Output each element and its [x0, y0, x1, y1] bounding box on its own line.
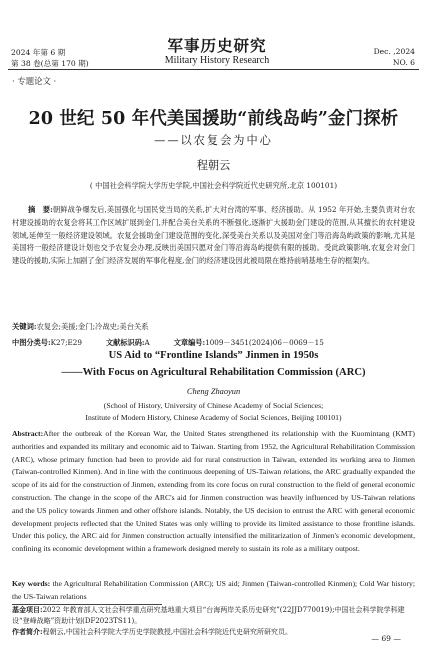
classification-meta: [12, 337, 415, 350]
clc-value: K27;E29: [50, 338, 82, 347]
journal-logo-cn: 军事历史研究: [167, 36, 267, 55]
article-subtitle-cn: ——以农复会为中心: [154, 134, 273, 147]
article-subtitle-en: ——With Focus on Agricultural Rehabilitation Commission (ARC): [61, 367, 366, 378]
header-issue-info: [11, 47, 89, 69]
abstract-en-text: After the outbreak of the Korean War, the United States strengthened its relationship with the Kuomintang (KMT) authorities and expanded its military and economic aid to Taiwan. Starting from 1952, the Agricultural Rehabilitation Commission (ARC), whose primary function had been to provide aid for rural construction in Taiwan, extended its working area to Jinmen (Taiwan-controlled Kinmen). And in line with the continuous deepening of US-Taiwan relations, the ARC gradually expanded the scope of its aid for the construction of Jinmen, extending from its core focus on rural construction to the field of general economic construction. The change in the scope of the ARC's aid for Jinmen construction was heavily influenced by US-Taiwan relations and the US policy towards Jinmen and other offshore islands. Notably, the US decision to entrust the ARC with general economic development projects reflected that the United States was only willing to provide its limited assistance to those frontline islands. Under this policy, the ARC aid for Jinmen construction actually intensified the militarization of Jinmen's economic development, confining its economic development within a framework designed merely to sustain its role as a military outpost.: [12, 429, 415, 554]
affiliation-cn: ( 中国社会科学院大学历史学院,中国社会科学院近代史研究所,北京 100101): [89, 181, 338, 190]
abstract-en: [12, 428, 415, 556]
abstract-en-label: Abstract:: [12, 429, 44, 438]
author-bio-text: 程朝云,中国社会科学院大学历史学院教授,中国社会科学院近代史研究所研究员。: [42, 628, 293, 636]
document-code: [106, 337, 150, 350]
abstract-cn: [12, 204, 415, 268]
keywords-cn-label: 关键词:: [12, 322, 37, 331]
affiliation-en-line1: (School of History, University of Chinese Academy of Social Sciences;: [103, 401, 324, 410]
keywords-en: [12, 578, 415, 604]
abstract-cn-text: 朝鲜战争爆发后,美国强化与国民党当局的关系,扩大对台湾的军事、经济援助。从 1952 年开始,主要负责对台农村建设援助的农复会将其工作区域扩展到金门,并配合美台关系的不断强化,逐渐扩大援助金门建设的范围,从其擅长的农村建设领域,延伸至一般经济建设领域。农复会援助金门建设范围的变化,深受美台关系以及美国对金门等沿海岛屿政策的影响,尤其是美国将一般经济建设计划也交予农复会办理,反映出美国只愿对金门等沿海岛屿提供有限的援助。受此政策影响,农复会对金门建设的援助,实际上加剧了金门经济发展的军事化程度,金门的经济建设因此被局限在维持前哨基地生存的框架内。: [12, 205, 415, 266]
funding-text: 2022 年教育部人文社会科学重点研究基地重大项目“台海两岸关系历史研究”(22JJD770019);中国社会科学院学科建设“登峰战略”资助计划(DF2023TS11)。: [12, 606, 405, 625]
article-title-cn: 20 世纪 50 年代美国援助“前线岛屿”金门探析: [28, 109, 399, 129]
journal-name-en: Military History Research: [164, 55, 270, 66]
keywords-en-label: Key words:: [12, 579, 51, 588]
author-name-en: Cheng Zhaoyun: [186, 387, 241, 396]
abstract-cn-label: 摘 要:: [28, 205, 53, 214]
article-id: [174, 337, 324, 350]
affiliation-en-line2: Institute of Modern History, Chinese Academy of Social Sciences, Beijing 100101): [85, 413, 342, 422]
header-date-info: [374, 46, 415, 68]
author-bio-note: [12, 627, 415, 638]
issue-number: NO. 6: [392, 58, 415, 67]
article-id-label: 文章编号:: [173, 338, 206, 347]
doc-code-label: 文献标识码:: [105, 338, 145, 347]
keywords-cn: [12, 321, 415, 334]
keywords-cn-text: 农复会;美援;金门;冷战史;美台关系: [36, 322, 149, 331]
doc-code-value: A: [144, 338, 150, 347]
header-divider: [8, 69, 419, 70]
journal-masthead: [147, 37, 287, 67]
issue-year-number: 2024 年第 6 期: [11, 48, 66, 57]
issue-date: Dec. ,2024: [373, 47, 415, 56]
article-id-value: 1009－3451(2024)06－0069－15: [205, 338, 324, 347]
funding-label: 基金项目:: [12, 605, 43, 614]
author-bio-label: 作者简介:: [12, 627, 43, 636]
clc-label: 中图分类号:: [12, 338, 51, 347]
issue-volume: 第 38 卷(总第 170 期): [11, 59, 89, 68]
page-number: — 69 —: [371, 634, 401, 643]
column-label: · 专题论文 ·: [12, 76, 57, 86]
keywords-en-text: the Agricultural Rehabilitation Commission (ARC); US aid; Jinmen (Taiwan-controlled Kinmen); Cold War history; the US-Taiwan relations: [12, 579, 416, 601]
article-title-en: US Aid to “Frontline Islands” Jinmen in 1950s: [108, 350, 319, 361]
author-name-cn: 程朝云: [196, 159, 231, 172]
clc-number: [12, 337, 82, 350]
funding-note: [12, 605, 415, 627]
